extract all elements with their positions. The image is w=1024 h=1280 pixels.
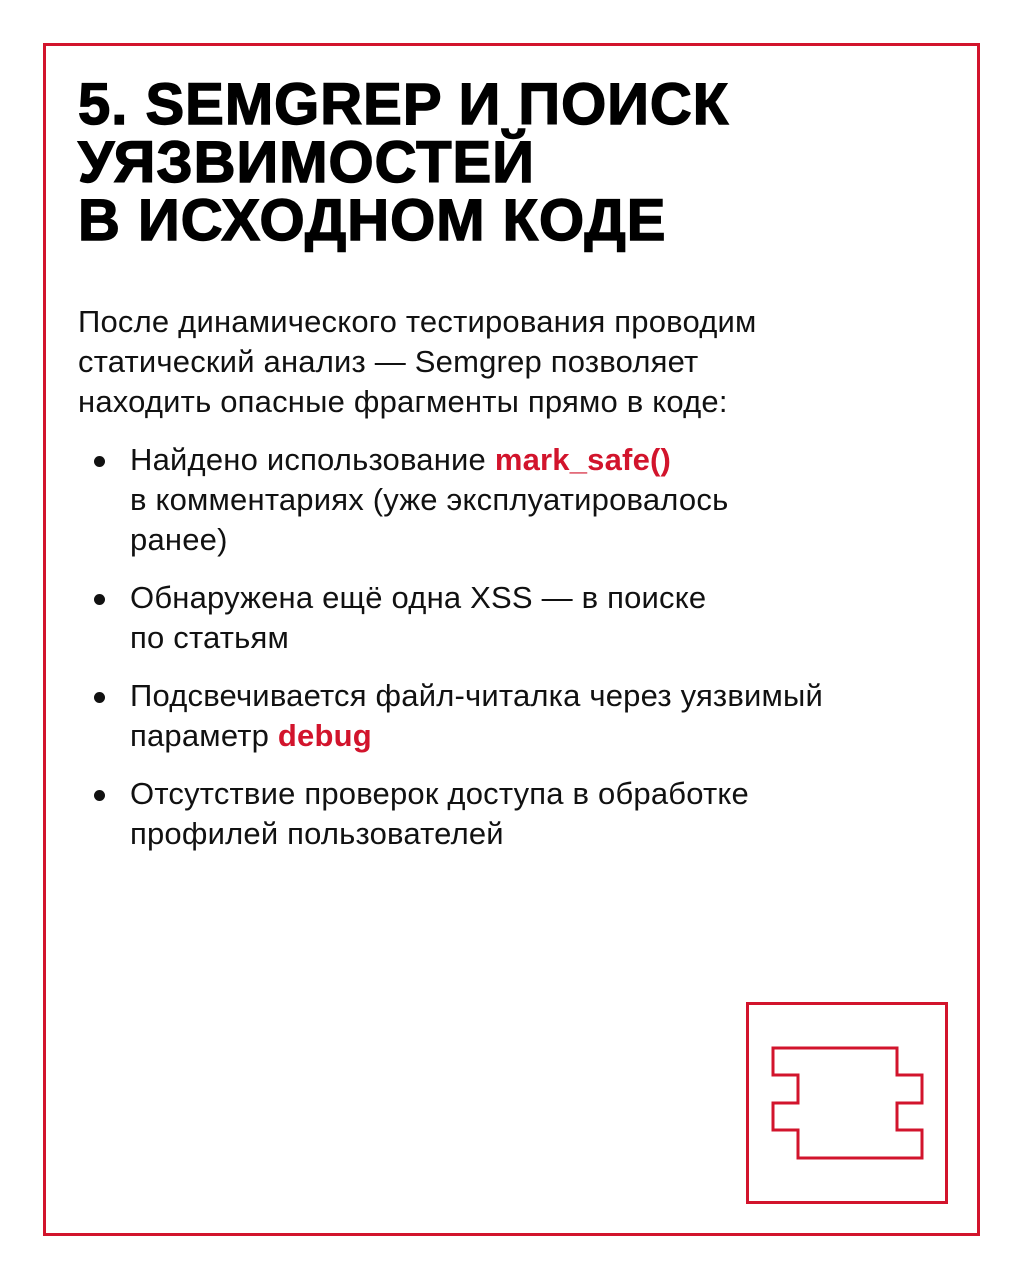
list-item-line: [130, 716, 964, 756]
bullet-icon: [94, 456, 105, 467]
highlight-mark-safe: mark_safe(): [494, 442, 672, 477]
list-item: [94, 578, 964, 658]
list-item: [94, 676, 964, 756]
bullet-icon: [94, 790, 105, 801]
intro-line-3: находить опасные фрагменты прямо в коде:: [78, 384, 728, 419]
intro-paragraph: [78, 302, 938, 422]
list-item-text: Найдено использование: [130, 442, 495, 477]
findings-list: [94, 440, 964, 854]
brand-logo-icon: [746, 1002, 948, 1204]
bullet-icon: [94, 692, 105, 703]
intro-line-2: статический анализ — Semgrep позволяет: [78, 344, 699, 379]
list-item: [94, 440, 964, 560]
list-item-line: ранее): [130, 522, 228, 557]
list-item-line: профилей пользователей: [130, 816, 504, 851]
list-item-line: Подсвечивается файл-читалка через уязвимый: [130, 678, 824, 713]
bullet-icon: [94, 594, 105, 605]
list-item-line: [130, 440, 964, 480]
highlight-debug: debug: [277, 718, 372, 753]
title-line-3: В ИСХОДНОМ КОДЕ: [78, 188, 667, 253]
intro-line-1: После динамического тестирования проводим: [78, 304, 757, 339]
list-item-text: параметр: [130, 718, 278, 753]
title-line-1: 5. SEMGREP И ПОИСК: [78, 72, 730, 137]
list-item-line: в комментариях (уже эксплуатировалось: [130, 482, 729, 517]
title-line-2: УЯЗВИМОСТЕЙ: [78, 130, 535, 195]
list-item-line: Обнаружена ещё одна XSS — в поиске: [130, 580, 707, 615]
list-item: [94, 774, 964, 854]
list-item-line: по статьям: [130, 620, 289, 655]
list-item-line: Отсутствие проверок доступа в обработке: [130, 776, 749, 811]
slide-title: [78, 72, 730, 253]
